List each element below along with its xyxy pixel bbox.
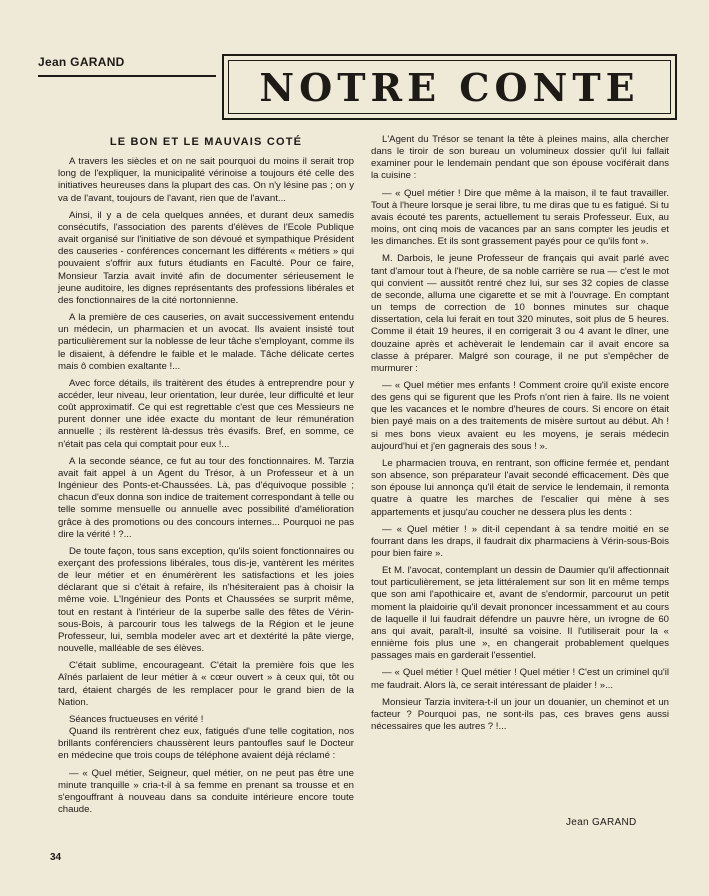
paragraph: A travers les siècles et on ne sait pourquoi du moins il serait trop long de l'expliquer, la municipalité vérinoise a toujours été celle des initiatives heureuses dans la plupart des cas. On n'y lésine pas ; on y va de l'avant, toujours de l'avant, rien que de l'avant... xyxy=(58,156,354,204)
paragraph: De toute façon, tous sans exception, qu'ils soient fonctionnaires ou exerçant des professions libérales, tous dis-je, vantèrent les mérites de leur métier et en énumérèrent les satisfactions et les joies déclarant que si c'était à refaire, ils n'hésiteraient pas à choisir la même voie. L'Ingénieur des Ponts et Chaussées se surprit même, tout en restant à l'intérieur de la superbe salle des fêtes de Vérin-sous-Bois, à parcourir tous les talwegs de la Région et le jeune Professeur, lui, sembla modeler avec art et dextérité la pâte vierge, nouvelle, malléable de ses élèves. xyxy=(58,545,354,655)
paragraph: Et M. l'avocat, contemplant un dessin de Daumier qu'il affectionnait tout particulièrement, se jeta littéralement sur son lit en même temps que son ami l'apothicaire et, avant de s'endormir, parcourut un petit moment la plaidoirie qu'il devait prononcer incessamment et au cours de laquelle il lui faudrait défendre un pauvre hère, un ivrogne de 60 ans qui avait, paraît-il, insulté sa voisine. Il l'utiliserait pour la « ennième fois plus une », en changerait probablement quelques passages mais en garderait l'essentiel. xyxy=(371,565,669,662)
paragraph: C'était sublime, encourageant. C'était la première fois que les Aînés parlaient de leur métier à « cœur ouvert » à ceux qui, tôt ou tard, étaient chargés de les remplacer pour le grand bien de la Nation. xyxy=(58,660,354,708)
header-rule xyxy=(38,75,216,77)
paragraph: Quand ils rentrèrent chez eux, fatigués d'une telle cogitation, nos brillants conférenciers chaussèrent leurs pantoufles sauf le Docteur en médecine que trois coups de téléphone avaient déjà réclamé : xyxy=(58,726,354,762)
right-column xyxy=(371,134,669,738)
paragraph: — « Quel métier ! » dit-il cependant à sa tendre moitié en se fourrant dans les draps, il faudrait dix pharmaciens à Vérin-sous-Bois pour bien faire ». xyxy=(371,523,669,559)
story-title: LE BON ET LE MAUVAIS COTÉ xyxy=(109,136,303,148)
paragraph: Séances fructueuses en vérité ! xyxy=(69,713,204,725)
paragraph: A la première de ces causeries, on avait successivement entendu un médecin, un pharmacien et un avocat. Ils avaient insisté tout particulièrement sur la noblesse de leur tâche s'employant, comme ils le disaient, à défendre le faible et le malade. Tâche délicate certes mais ô combien exaltante !... xyxy=(58,312,354,372)
title-box xyxy=(222,54,677,120)
paragraph: — « Quel métier mes enfants ! Comment croire qu'il existe encore des gens qui se figurent que les Profs n'ont rien à faire. Ils ne voient que les vacances et le nombre d'heures de cours. Si encore on était bien payé mais on a des traitements de misère surtout au début. Ah ! si mes bons vieux avaient eu les moyens, je serais médecin aujourd'hui et j'en gagnerais des sous ! ». xyxy=(371,379,669,452)
paragraph: A la seconde séance, ce fut au tour des fonctionnaires. M. Tarzia avait fait appel à un Agent du Trésor, à un Professeur et à un Ingénieur des Ponts-et-Chaussées. Là, pas d'équivoque possible ; chacun d'eux donna son indice de traitement correspondant à telle ou telle somme mensuelle ou annuelle avec possibilité d'amélioration grâce à des promotions ou des concours internes... Pourquoi ne pas dire la vérité ! ?... xyxy=(58,455,354,540)
signature: Jean GARAND xyxy=(566,817,637,828)
paragraph: L'Agent du Trésor se tenant la tête à pleines mains, alla chercher dans le tiroir de son bureau un volumineux dossier qu'il lui fallait examiner pour le lendemain pendant que son épouse vociférait dans la cuisine : xyxy=(371,134,669,182)
page-title: NOTRE CONTE xyxy=(259,64,640,110)
page-number: 34 xyxy=(50,852,62,863)
paragraph: Le pharmacien trouva, en rentrant, son officine fermée et, pendant son absence, son préparateur l'avait secondé efficacement. Dès que son épouse lui annonça qu'il était de service le lendemain, il remonta quatre à quatre les marches de l'escalier qui mène à ses appartements et jusqu'au coucher ne dessera plus les dents : xyxy=(371,457,669,518)
author-header: Jean GARAND xyxy=(38,55,125,69)
paragraph: — « Quel métier ! Dire que même à la maison, il te faut travailler. Tout à l'heure lorsque je serai libre, tu me diras que tu es fatigué. Si tu avais écouté tes parents, actuellement tu serais Professeur. Eux, au moins, ont cinq mois de vacances par an sans compter les jeudis et les dimanches. Et ils sont grassement payés pour ce qu'ils font ». xyxy=(371,187,669,248)
left-column xyxy=(58,134,354,821)
paragraph: M. Darbois, le jeune Professeur de français qui avait parlé avec tant d'amour tout à l'heure, de sa noble carrière se rua — c'est le mot qui convient — aussitôt rentré chez lui, sur ses 32 copies de classe de seconde, alluma une cigarette et se mit à l'ouvrage. En comptant un temps de correction de 10 bonnes minutes sur chaque dissertation, cela lui ferait en tout 320 minutes, soit plus de 5 heures. Comme il était 19 heures, il en corrigerait 3 ou 4 avant le dîner, une douzaine après et achèverait le lendemain car il avait encore sa classe à préparer. Malgré son courage, il ne put s'empêcher de murmurer : xyxy=(371,253,669,374)
paragraph: — « Quel métier ! Quel métier ! Quel métier ! C'est un criminel qu'il me faudrait. Alors là, ce serait intéressant de plaider ! »... xyxy=(371,667,669,691)
paragraph: — « Quel métier, Seigneur, quel métier, on ne peut pas être une minute tranquille » cria-t-il à sa femme en prenant sa trousse et en s'engouffrant à nouveau dans sa conduite intérieure encore toute chaude. xyxy=(58,767,354,815)
title-box-inner-border xyxy=(228,60,671,114)
paragraph: Ainsi, il y a de cela quelques années, et durant deux samedis consécutifs, l'association des parents d'élèves de l'Ecole Publique avait organisé sur l'initiative de son dévoué et sympathique Président des causeries - conférences concernant les différents « métiers » qui pouvaient s'offrir aux futurs étudiants en Faculté. Pour ce faire, Monsieur Tarzia avait invité afin de documenter sérieusement le jeune auditoire, les dignes représentants des professions libérales et des fonctionnaires de la cité nortonnienne. xyxy=(58,209,354,306)
paragraph: Monsieur Tarzia invitera-t-il un jour un douanier, un cheminot et un facteur ? Pourquoi pas, ne sont-ils pas, ces braves gens aussi nécessaires que les autres ? !... xyxy=(371,696,669,733)
paragraph: Avec force détails, ils traitèrent des études à entreprendre pour y accéder, leur niveau, leur orientation, leur durée, leur difficulté et leur coût approximatif. Ce qui est regrettable c'est que ces Messieurs ne purent donner une idée exacte du montant de leur rémunération annuelle ; ils restèrent là-dessus très évasifs. Bref, en somme, ce n'était pas cela qui comptait pour eux !... xyxy=(58,377,354,450)
